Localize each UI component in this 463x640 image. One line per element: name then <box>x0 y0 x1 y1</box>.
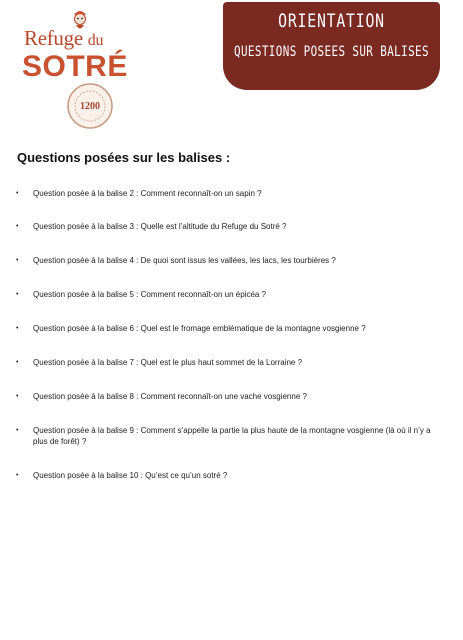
bullet: • <box>16 190 19 197</box>
question-text: Question posée à la balise 7 : Quel est le plus haut sommet de la Lorraine ? <box>33 358 303 367</box>
banner-subtitle: QUESTIONS POSEES SUR BALISES <box>233 44 429 60</box>
question-text: Question posée à la balise 5 : Comment reconnaît-on un épicéa ? <box>33 290 267 299</box>
question-text: Question posée à la balise 3 : Quelle est l’altitude du Refuge du Sotré ? <box>33 222 287 231</box>
bullet: • <box>16 291 19 298</box>
bullet: • <box>16 325 19 332</box>
question-text: Question posée à la balise 9 : Comment s’appelle la partie la plus haute de la montagne vosgienne (là où il n’y a plus de forêt) ? <box>33 426 431 446</box>
question-text: Question posée à la balise 8 : Comment reconnaît-on une vache vosgienne ? <box>33 392 307 401</box>
question-text: Question posée à la balise 4 : De quoi sont issus les vallées, les lacs, les tourbières ? <box>33 256 336 265</box>
header-banner <box>223 2 440 90</box>
bullet: • <box>16 427 19 434</box>
bullet: • <box>16 393 19 400</box>
bullet: • <box>16 257 19 264</box>
logo-seal <box>66 82 114 130</box>
question-text: Question posée à la balise 10 : Qu’est ce qu’un sotré ? <box>33 471 228 480</box>
logo-text-refuge: Refuge du <box>24 26 104 50</box>
refuge-du-sotre-logo <box>20 6 140 128</box>
question-text: Question posée à la balise 6 : Quel est le fromage emblématique de la montagne vosgienne ? <box>33 324 366 333</box>
banner-title: ORIENTATION <box>278 10 385 32</box>
bullet: • <box>16 472 19 479</box>
logo-text-sotre: SOTRÉ <box>22 50 128 83</box>
bullet: • <box>16 359 19 366</box>
question-text: Question posée à la balise 2 : Comment reconnaît-on un sapin ? <box>33 189 262 198</box>
bullet: • <box>16 223 19 230</box>
seal-number: 1200 <box>80 101 100 112</box>
page-heading: Questions posées sur les balises : <box>17 150 231 165</box>
